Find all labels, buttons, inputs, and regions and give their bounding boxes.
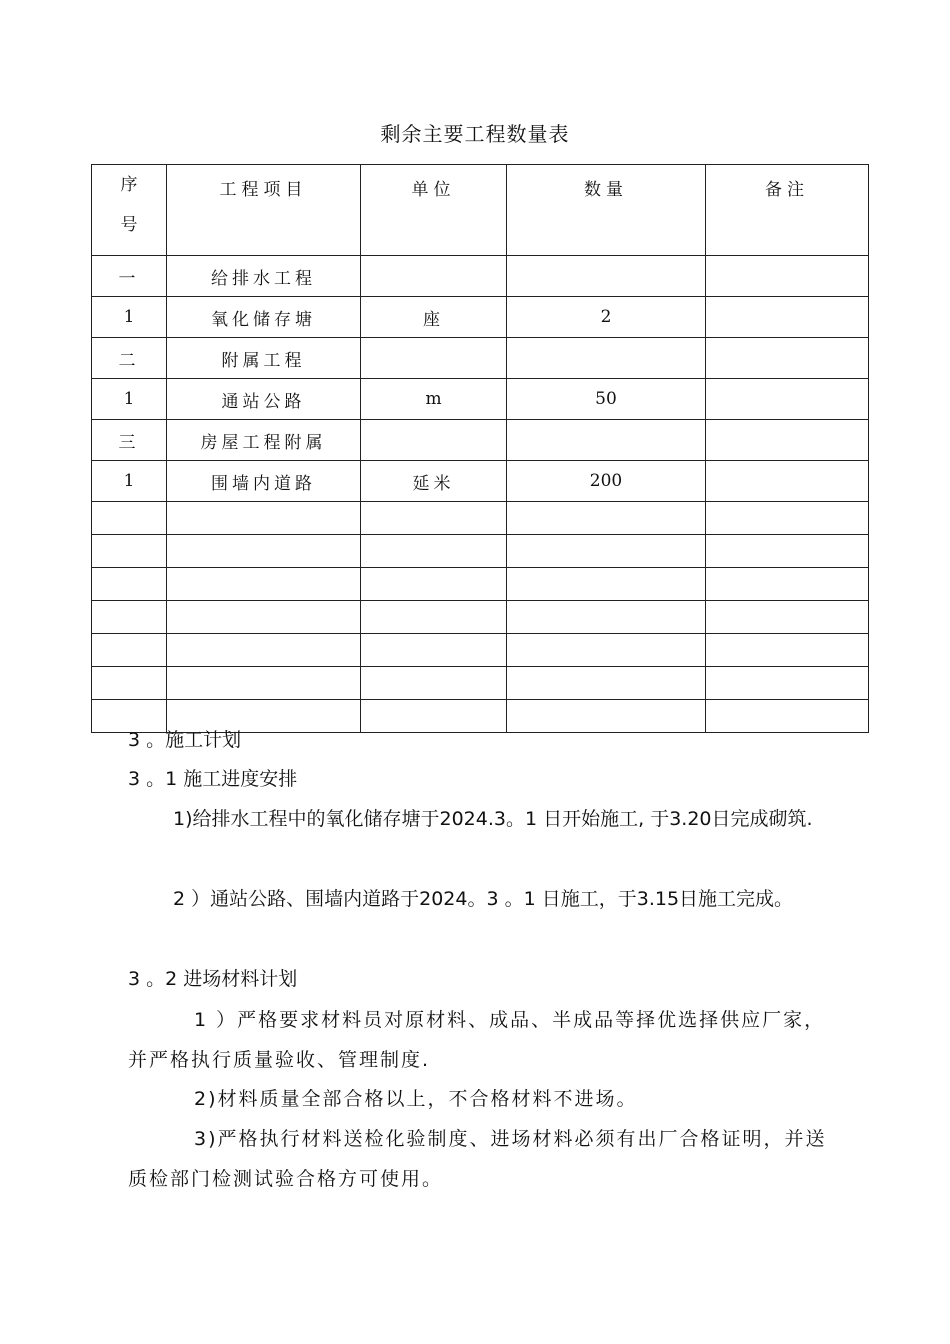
cell-qty [507, 420, 706, 461]
empty-cell [167, 634, 361, 667]
paragraph-schedule-2: 2 ）通站公路、围墙内道路于2024。3 。1 日施工，于3.15日施工完成。 [173, 888, 794, 910]
empty-cell [361, 601, 507, 634]
empty-cell [167, 601, 361, 634]
cell-remark [706, 297, 869, 338]
cell-qty: 50 [507, 379, 706, 420]
cell-item: 围墙内道路 [167, 461, 361, 502]
empty-cell [361, 667, 507, 700]
table-row-empty [92, 535, 869, 568]
empty-cell [706, 601, 869, 634]
empty-cell [507, 634, 706, 667]
quantity-table [91, 164, 869, 733]
cell-unit: 座 [361, 297, 507, 338]
empty-cell [167, 568, 361, 601]
cell-item: 给排水工程 [167, 256, 361, 297]
cell-unit: m [361, 379, 507, 420]
empty-cell [167, 535, 361, 568]
cell-qty [507, 338, 706, 379]
empty-cell [507, 502, 706, 535]
section-heading-3-2: 3 。2 进场材料计划 [128, 968, 298, 990]
cell-qty: 2 [507, 297, 706, 338]
table-row [92, 461, 869, 502]
empty-cell [706, 667, 869, 700]
empty-cell [167, 667, 361, 700]
empty-cell [361, 535, 507, 568]
section-heading-3: 3 。施工计划 [128, 729, 242, 751]
empty-cell [92, 568, 167, 601]
cell-seq: 一 [92, 256, 167, 297]
empty-cell [361, 568, 507, 601]
cell-seq: 1 [92, 461, 167, 502]
table-row-empty [92, 667, 869, 700]
cell-item: 氧化储存塘 [167, 297, 361, 338]
table-row [92, 297, 869, 338]
header-seq-line2: 号 [120, 215, 138, 235]
paragraph-material-2: 2)材料质量全部合格以上，不合格材料不进场。 [194, 1088, 638, 1110]
empty-cell [706, 634, 869, 667]
empty-cell [361, 502, 507, 535]
empty-cell [92, 634, 167, 667]
empty-cell [92, 667, 167, 700]
table-row-empty [92, 502, 869, 535]
cell-item: 房屋工程附属 [167, 420, 361, 461]
page-title: 剩余主要工程数量表 [380, 122, 570, 146]
header-seq-line1: 序 [120, 175, 138, 195]
cell-seq: 1 [92, 379, 167, 420]
cell-remark [706, 338, 869, 379]
cell-item: 通站公路 [167, 379, 361, 420]
empty-cell [92, 502, 167, 535]
cell-item: 附属工程 [167, 338, 361, 379]
cell-remark [706, 420, 869, 461]
cell-unit: 延米 [361, 461, 507, 502]
table-row [92, 420, 869, 461]
table-row-empty [92, 634, 869, 667]
empty-cell [706, 535, 869, 568]
empty-cell [706, 502, 869, 535]
cell-qty: 200 [507, 461, 706, 502]
paragraph-schedule-1: 1)给排水工程中的氧化储存塘于2024.3。1 日开始施工, 于3.20日完成砌筑. [173, 808, 813, 830]
section-heading-3-1: 3 。1 施工进度安排 [128, 768, 298, 790]
empty-cell [507, 601, 706, 634]
empty-cell [361, 634, 507, 667]
table-row-empty [92, 568, 869, 601]
cell-unit [361, 256, 507, 297]
header-seq [92, 165, 167, 256]
header-item: 工程项目 [167, 165, 361, 256]
cell-seq: 二 [92, 338, 167, 379]
cell-seq: 三 [92, 420, 167, 461]
table-header-row [92, 165, 869, 256]
header-qty: 数量 [507, 165, 706, 256]
cell-qty [507, 256, 706, 297]
empty-cell [92, 535, 167, 568]
empty-cell [507, 535, 706, 568]
empty-cell [706, 568, 869, 601]
table-row-empty [92, 601, 869, 634]
empty-cell [167, 502, 361, 535]
empty-cell [507, 568, 706, 601]
cell-remark [706, 379, 869, 420]
paragraph-material-1: 1 ）严格要求材料员对原材料、成品、半成品等择优选择供应厂家，并严格执行质量验收、管理制度. [128, 1009, 826, 1071]
cell-remark [706, 256, 869, 297]
cell-seq: 1 [92, 297, 167, 338]
table-row [92, 256, 869, 297]
empty-cell [507, 667, 706, 700]
cell-unit [361, 420, 507, 461]
table-row [92, 338, 869, 379]
cell-unit [361, 338, 507, 379]
table-row [92, 379, 869, 420]
cell-remark [706, 461, 869, 502]
header-remark: 备注 [706, 165, 869, 256]
paragraph-material-3: 3)严格执行材料送检化验制度、进场材料必须有出厂合格证明，并送质检部门检测试验合格方可使用。 [128, 1128, 827, 1190]
header-unit: 单位 [361, 165, 507, 256]
empty-cell [92, 601, 167, 634]
